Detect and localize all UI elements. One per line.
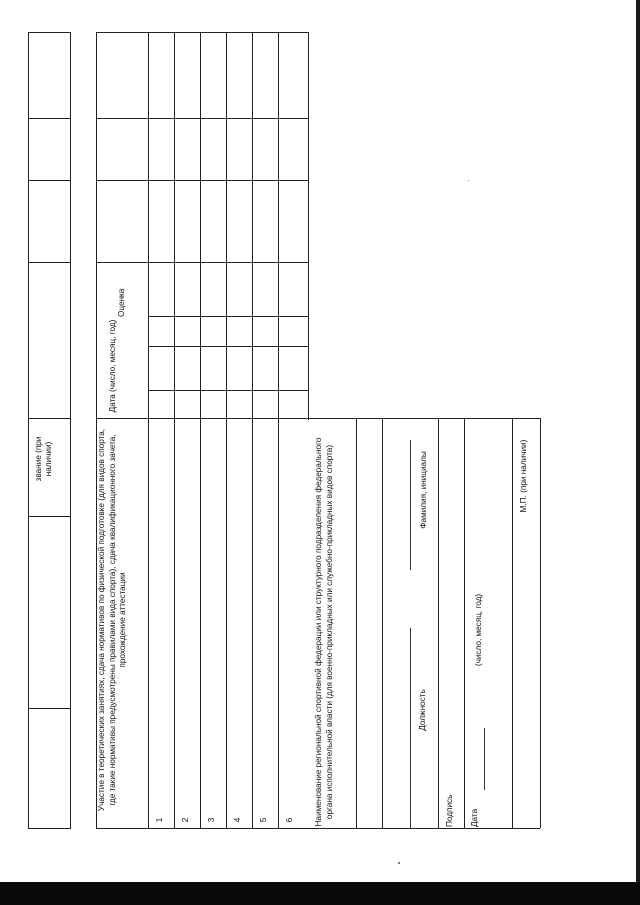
row-number: 2 (181, 817, 190, 823)
row-number: 1 (155, 817, 164, 823)
row-number: 6 (285, 817, 294, 823)
activity-header: Участие в теоретических занятиях, сдача нормативов по физической подготовке (для видов спорта, где такие нормативы предусмотрены правилами вида спорта), сдача квалификационного зачета, прохождение аттестации (97, 428, 127, 812)
scan-border-bottom (0, 882, 640, 905)
scan-speck (398, 862, 400, 864)
name-label: Фамилия, инициалы (419, 451, 428, 529)
position-label: Должность (418, 689, 427, 731)
stamp-label: М.П. (при наличии) (519, 439, 528, 513)
row-number: 4 (233, 817, 242, 823)
date-label: Дата (470, 808, 479, 827)
signature-label: Подпись (445, 794, 454, 827)
row-number: 3 (207, 817, 216, 823)
grade-header: Оценка (117, 288, 126, 317)
scan-speck (468, 180, 469, 181)
rank-header: звание (при наличии) (34, 436, 53, 482)
row-number: 5 (259, 817, 268, 823)
date-format-hint: (число, месяц, год) (474, 593, 483, 667)
date-header: Дата (число, месяц, год) (108, 319, 117, 413)
organization-label: Наименование региональной спортивной федерации или структурного подразделения федерального органа исполнительной власти (для военно-прикладных или служебно-прикладных видов спорта) (314, 437, 334, 827)
